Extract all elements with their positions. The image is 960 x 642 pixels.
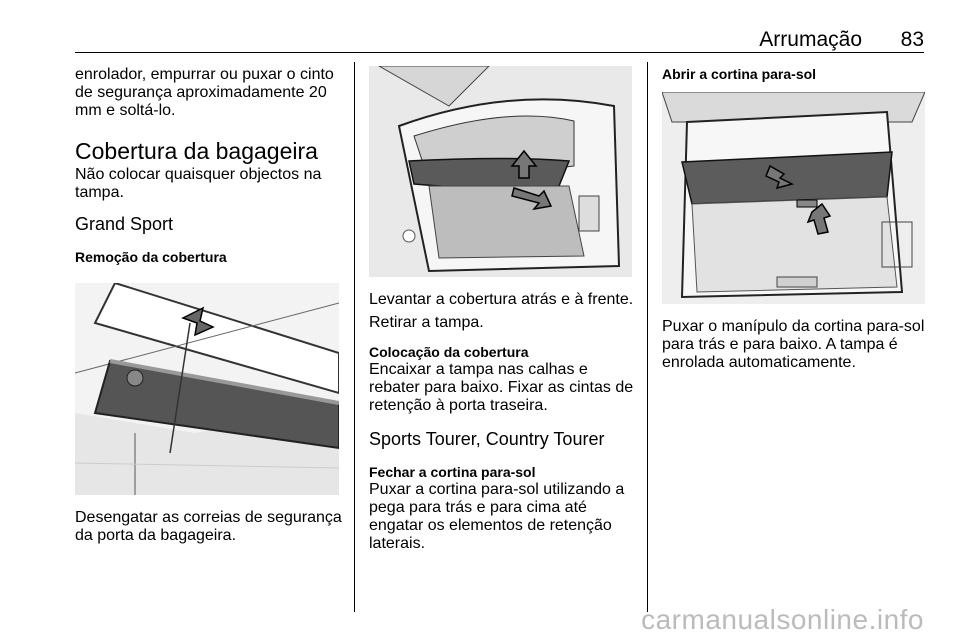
column-divider — [354, 62, 355, 612]
text-close-shade: Puxar a cortina para-sol utilizando a pega para trás e para cima até engatar os elementos de retenção laterais. — [369, 481, 625, 552]
page-header — [75, 28, 924, 53]
section-title: Arrumação — [759, 28, 862, 51]
subheading-open-shade: Abrir a cortina para-sol — [662, 66, 817, 82]
subheading-installation: Colocação da cobertura — [369, 344, 529, 360]
text-remove-cover: Retirar a tampa. — [369, 314, 484, 331]
subheading-grand-sport: Grand Sport — [75, 214, 174, 234]
text-installation: Encaixar a tampa nas calhas e rebater para baixo. Fixar as cintas de retenção à porta traseira. — [369, 361, 634, 414]
page-number: 83 — [900, 28, 924, 51]
column-2 — [369, 66, 634, 553]
intro-text: enrolador, empurrar ou puxar o cinto de segurança aproximadamente 20 mm e soltá-lo. — [75, 66, 334, 119]
figure-caption: Desengatar as correias de segurança da porta da bagageira. — [75, 509, 342, 544]
text-open-shade: Puxar o manípulo da cortina para-sol para trás e para baixo. A tampa é enrolada automaticamente. — [662, 318, 925, 371]
column-divider — [647, 62, 648, 612]
subheading-sports-tourer: Sports Tourer, Country Tourer — [369, 429, 605, 449]
subheading-close-shade: Fechar a cortina para-sol — [369, 464, 536, 480]
figure-sport-cover — [369, 66, 632, 277]
figure-cover-removal — [75, 283, 339, 495]
text-lift-cover: Levantar a cobertura atrás e à frente. — [369, 291, 634, 308]
heading-text: Não colocar quaisquer objectos na tampa. — [75, 166, 322, 201]
column-3 — [662, 66, 927, 372]
column-1 — [75, 66, 345, 545]
subheading-removal: Remoção da cobertura — [75, 249, 227, 265]
figure-tourer-shade — [662, 92, 925, 304]
footer-watermark: carmanualsonline.info — [641, 604, 924, 635]
section-heading: Cobertura da bagageira — [75, 138, 318, 164]
